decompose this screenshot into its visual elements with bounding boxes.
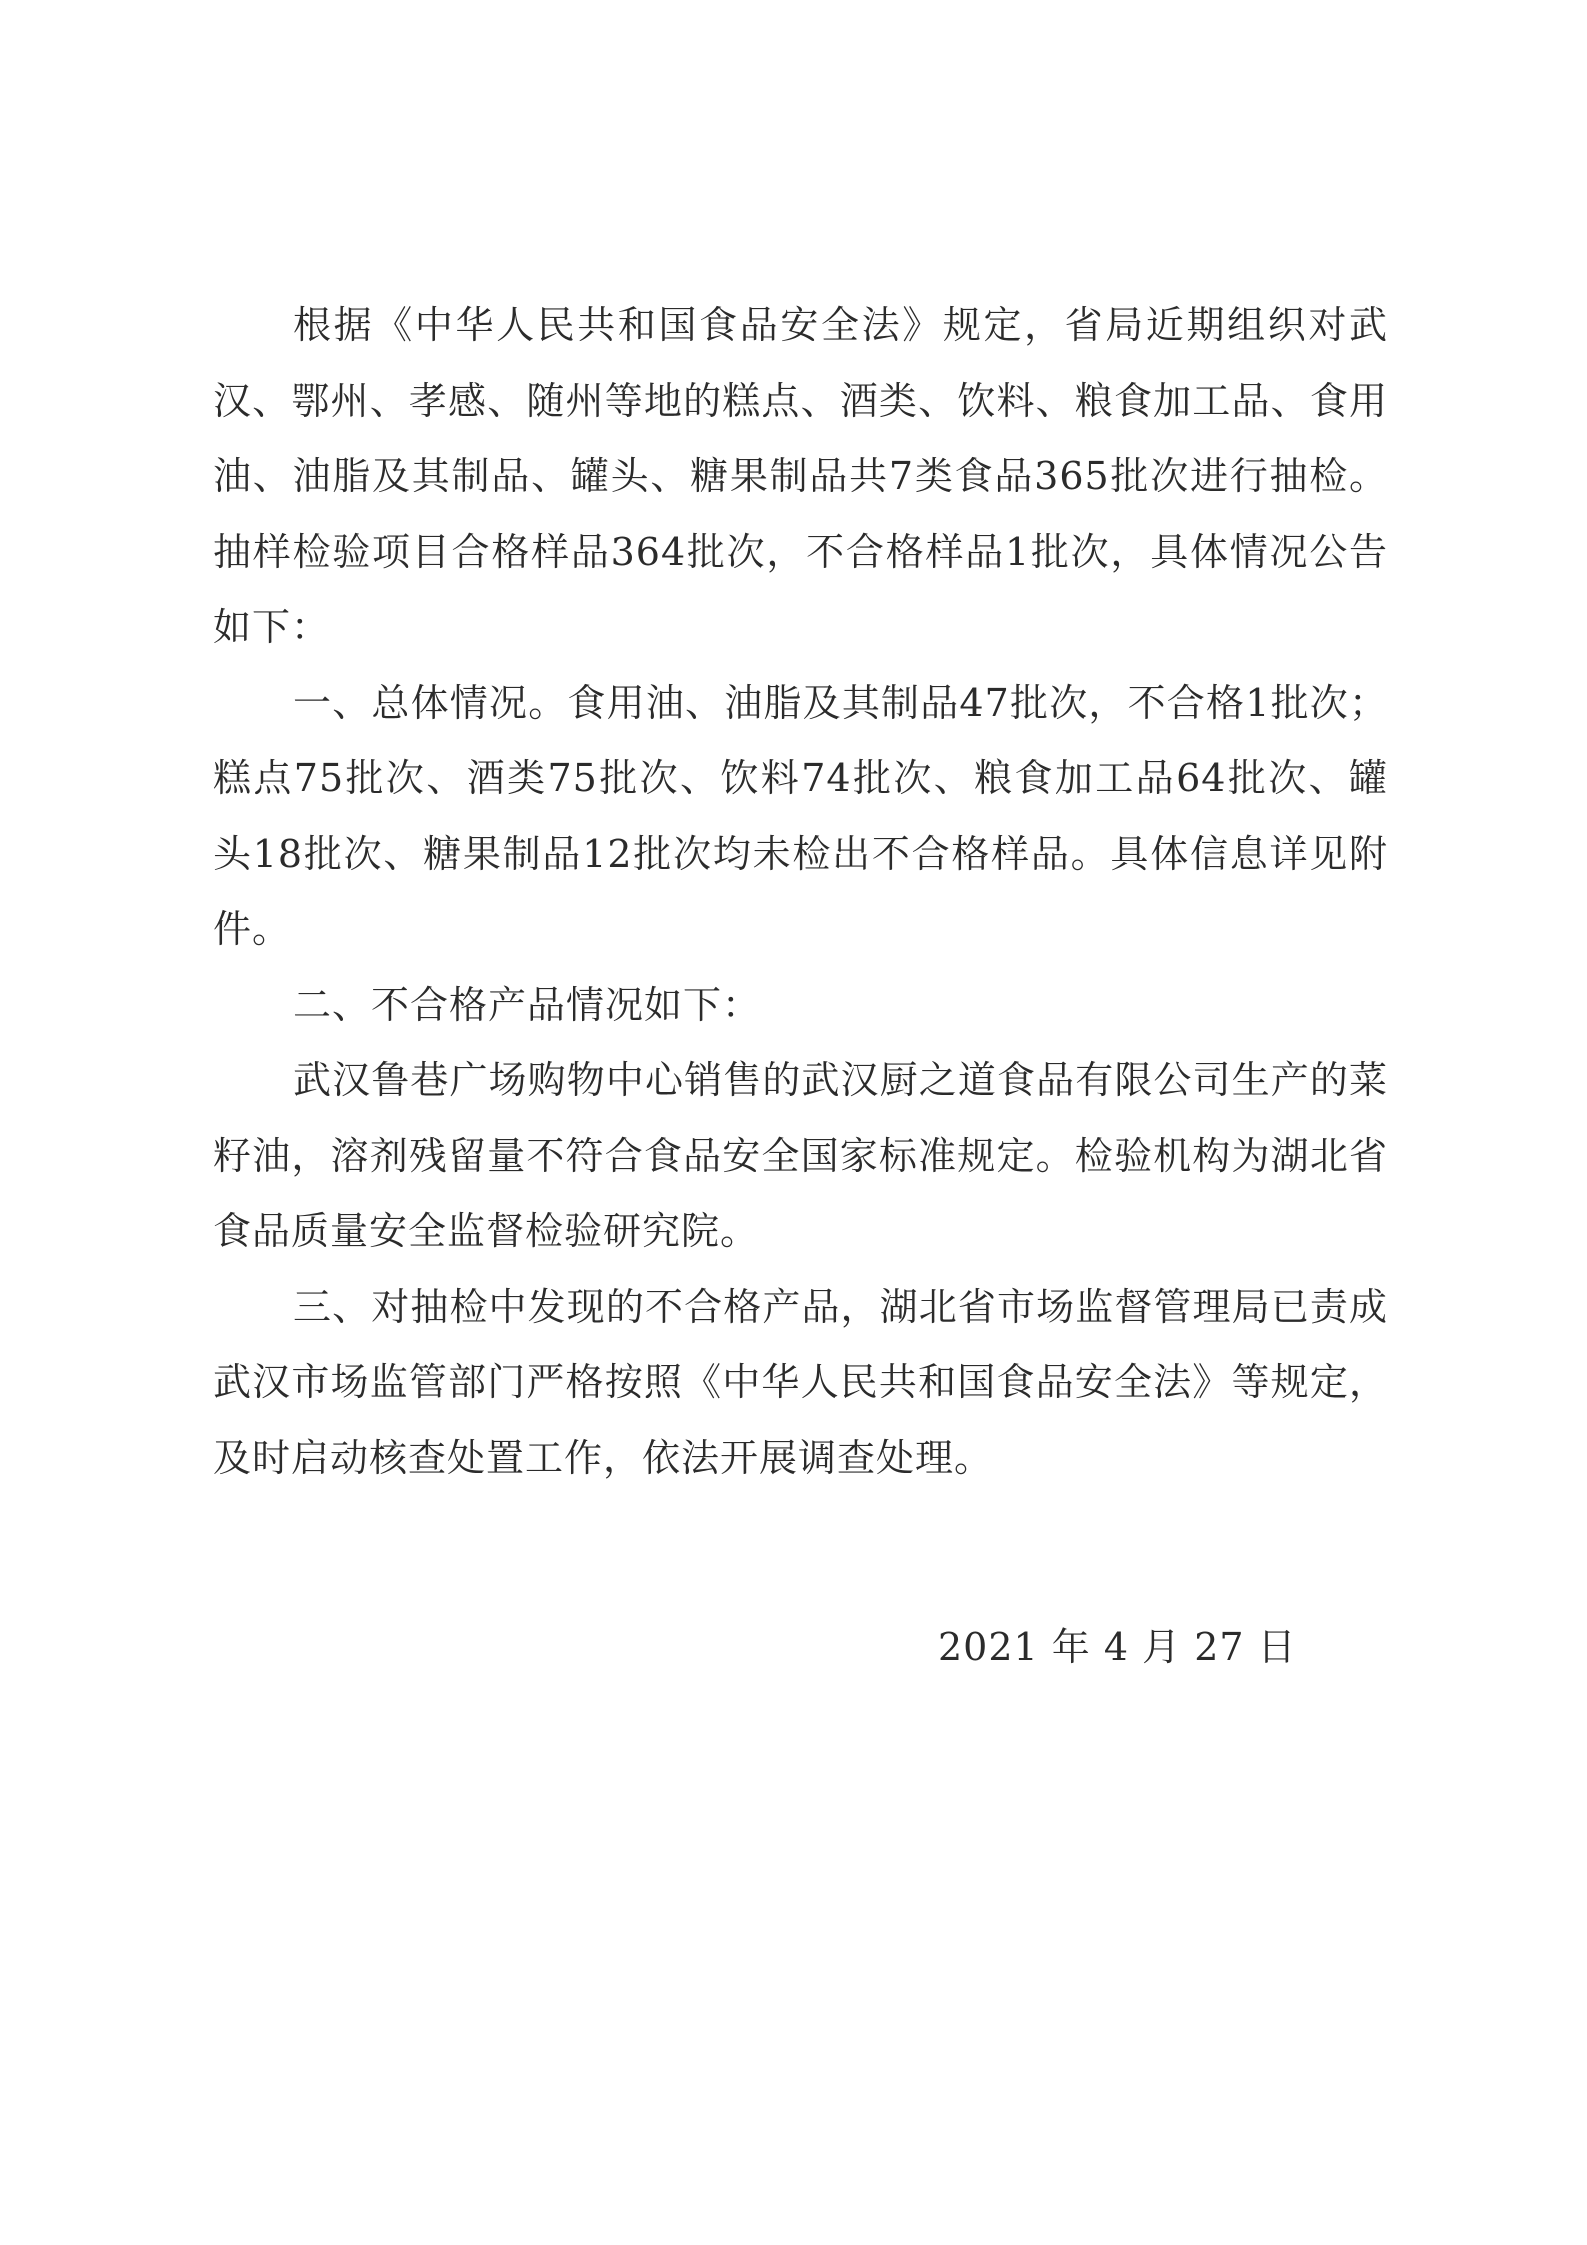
intro-paragraph: 根据《中华人民共和国食品安全法》规定，省局近期组织对武汉、鄂州、孝感、随州等地的糕点、酒类、饮料、粮食加工品、食用油、油脂及其制品、罐头、糖果制品共7类食品365批次进行抽检。抽样检验项目合格样品364批次，不合格样品1批次，具体情况公告如下： — [213, 303, 1388, 649]
handling-paragraph: 三、对抽检中发现的不合格产品，湖北省市场监督管理局已责成武汉市场监管部门严格按照《中华人民共和国食品安全法》等规定，及时启动核查处置工作，依法开展调查处理。 — [213, 1284, 1388, 1480]
unqualified-detail-paragraph: 武汉鲁巷广场购物中心销售的武汉厨之道食品有限公司生产的菜籽油，溶剂残留量不符合食品安全国家标准规定。检验机构为湖北省食品质量安全监督检验研究院。 — [213, 1058, 1388, 1253]
document-body — [213, 288, 1388, 1496]
overall-situation-paragraph: 一、总体情况。食用油、油脂及其制品47批次，不合格1批次；糕点75批次、酒类75批次、饮料74批次、粮食加工品64批次、罐头18批次、糖果制品12批次均未检出不合格样品。具体信息详见附件。 — [213, 680, 1388, 951]
document-date: 2021 年 4 月 27 日 — [938, 1625, 1297, 1669]
unqualified-heading-paragraph: 二、不合格产品情况如下： — [293, 982, 762, 1027]
